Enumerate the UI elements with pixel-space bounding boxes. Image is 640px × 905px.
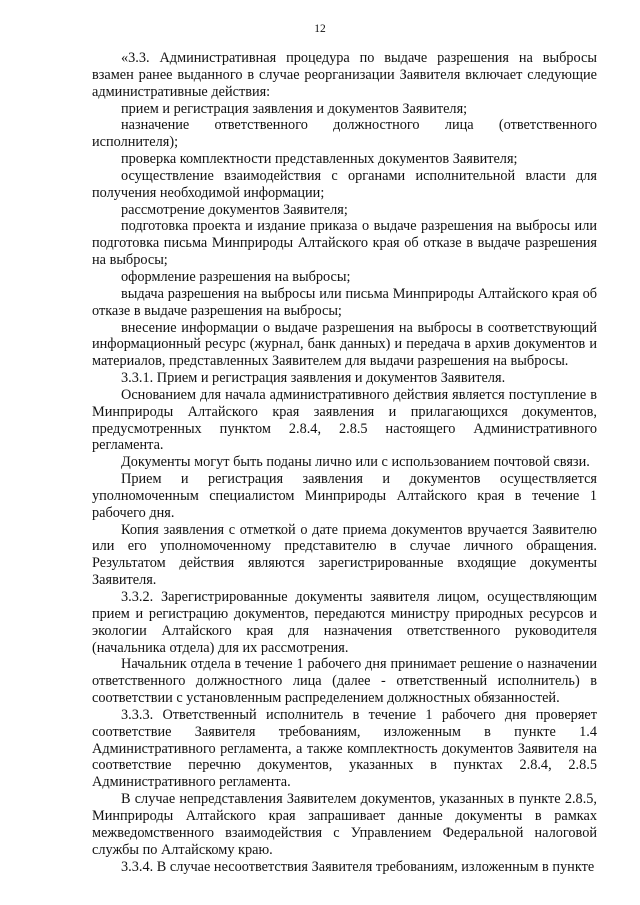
- section-paragraph-3-3-2: 3.3.2. Зарегистрированные документы заявителя лицом, осуществляющим прием и регистрацию документов, передаются министру природных ресурсов и экологии Алтайского края для назначения ответственного руководителя (начальника отдела) для их рассмотрения.: [92, 589, 597, 656]
- paragraph: Прием и регистрация заявления и документов осуществляется уполномоченным специалистом Минприроды Алтайского края в течение 1 рабочего дня.: [92, 471, 597, 521]
- paragraph: Копия заявления с отметкой о дате приема документов вручается Заявителю или его уполномоченному представителю в случае личного обращения. Результатом действия являются зарегистрированные входящие документы Заявителя.: [92, 521, 597, 589]
- list-item: назначение ответственного должностного лица (ответственного исполнителя);: [92, 117, 597, 151]
- list-item: выдача разрешения на выбросы или письма Минприроды Алтайского края об отказе в выдаче разрешения на выбросы;: [92, 285, 597, 319]
- paragraph: В случае непредставления Заявителем документов, указанных в пункте 2.8.5, Минприроды Алтайского края запрашивает данные документы в рамках межведомственного взаимодействия с Управлением Федеральной налоговой службы по Алтайскому краю.: [92, 791, 597, 858]
- paragraph: Документы могут быть поданы лично или с использованием почтовой связи.: [121, 454, 590, 471]
- page-number: 12: [314, 23, 326, 35]
- list-item: подготовка проекта и издание приказа о выдаче разрешения на выбросы или подготовка письма Минприроды Алтайского края об отказе в выдаче разрешения на выбросы;: [92, 218, 597, 269]
- list-item: прием и регистрация заявления и документов Заявителя;: [121, 100, 468, 117]
- document-body: [92, 50, 597, 875]
- section-paragraph-3-3-4: 3.3.4. В случае несоответствия Заявителя требованиям, изложенным в пункте: [121, 858, 595, 875]
- paragraph-intro: «3.3. Административная процедура по выдаче разрешения на выбросы взамен ранее выданного в случае реорганизации Заявителя включает следующие административные действия:: [92, 50, 597, 100]
- list-item: рассмотрение документов Заявителя;: [121, 201, 348, 218]
- list-item: осуществление взаимодействия с органами исполнительной власти для получения необходимой информации;: [92, 167, 597, 201]
- section-paragraph-3-3-3: 3.3.3. Ответственный исполнитель в течение 1 рабочего дня проверяет соответствие Заявителя требованиям, изложенным в пункте 1.4 Административного регламента, а также комплектность документов Заявителя на соответствие перечню документов, указанных в пунктах 2.8.4, 2.8.5 Административного регламента.: [92, 706, 597, 791]
- paragraph: Основанием для начала административного действия является поступление в Минприроды Алтайского края заявления и прилагающихся документов, предусмотренных пунктом 2.8.4, 2.8.5 настоящего Административного регламента.: [92, 386, 597, 454]
- section-heading-3-3-1: 3.3.1. Прием и регистрация заявления и документов Заявителя.: [121, 370, 506, 387]
- list-item: проверка комплектности представленных документов Заявителя;: [121, 151, 518, 168]
- list-item: оформление разрешения на выбросы;: [121, 268, 351, 285]
- paragraph: Начальник отдела в течение 1 рабочего дня принимает решение о назначении ответственного должностного лица (далее - ответственный исполнитель) в соответствии с установленным распределением должностных обязанностей.: [92, 656, 597, 707]
- list-item: внесение информации о выдаче разрешения на выбросы в соответствующий информационный ресурс (журнал, банк данных) и передача в архив документов и материалов, представленных Заявителем для выдачи разрешения на выбросы.: [92, 319, 597, 370]
